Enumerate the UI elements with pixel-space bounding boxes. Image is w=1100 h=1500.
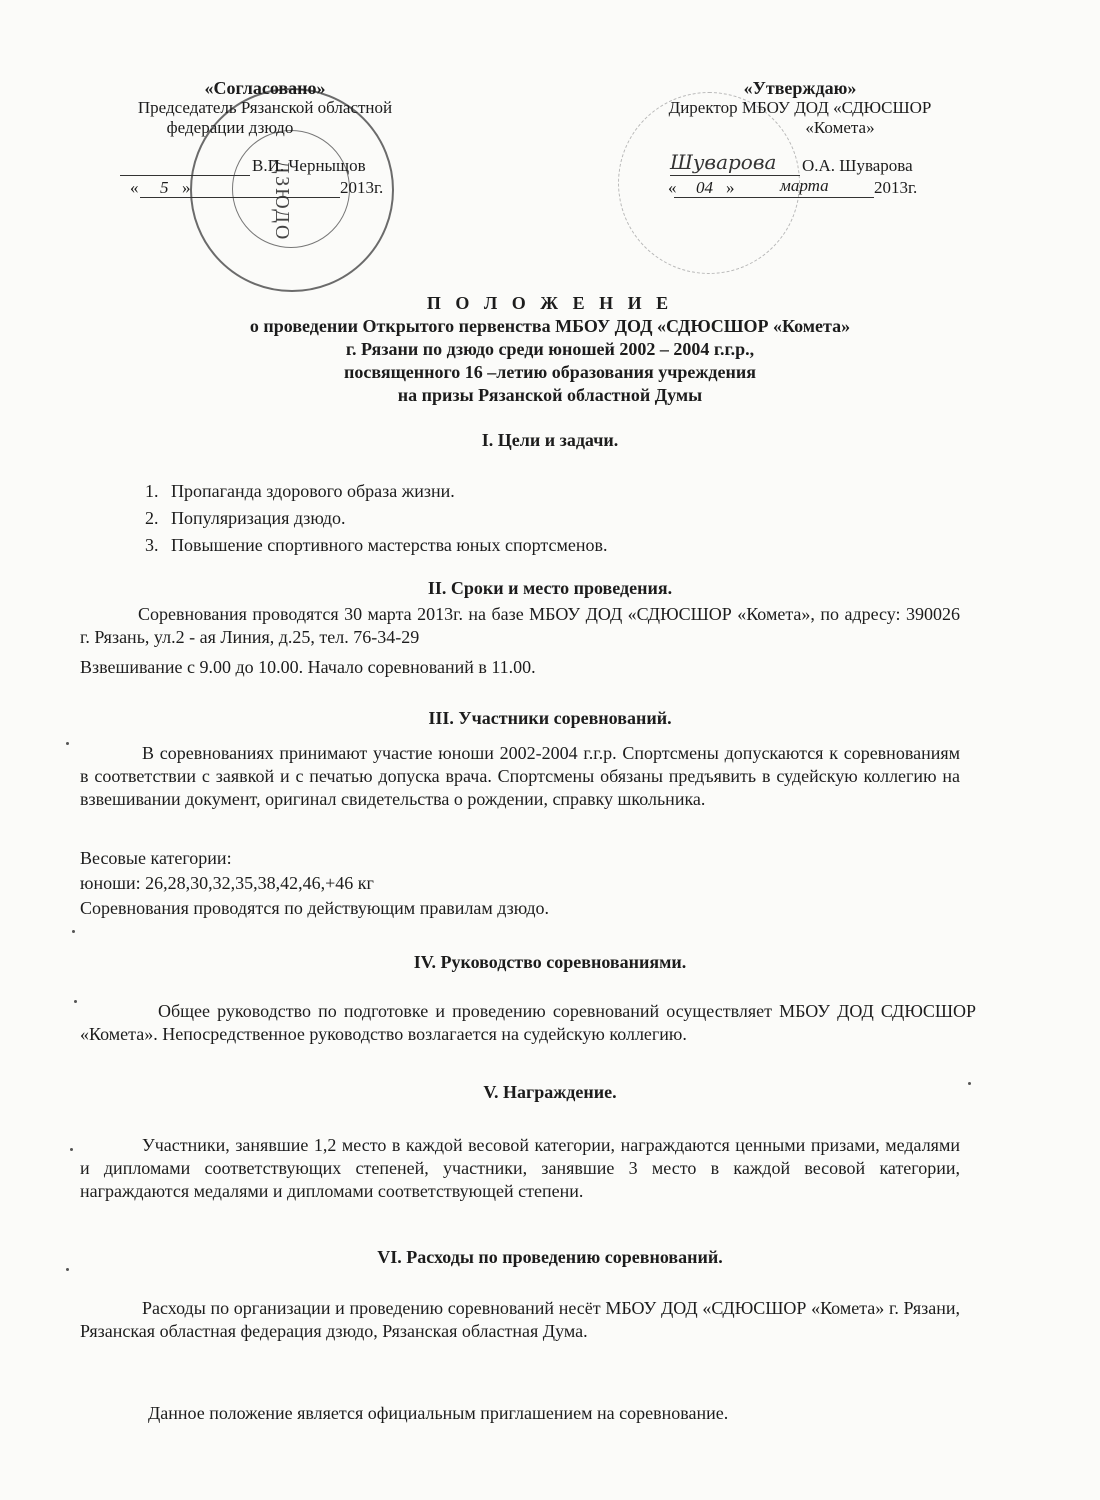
agreed-line2: федерации дзюдо [166,118,294,137]
handwritten-signature: Шуварова [670,150,777,174]
rules-line: Соревнования проводятся по действующим правилам дзюдо. [80,898,549,918]
section-awards-heading: V. Награждение. [483,1082,617,1102]
approve-date-month: марта [780,176,829,195]
section-dates-heading: II. Сроки и место проведения. [427,578,673,598]
scan-dot [66,1268,69,1271]
scan-dot [70,1148,73,1151]
approve-sign-row [630,150,970,178]
approve-signer: О.А. Шуварова [802,156,913,175]
expenses-paragraph: Расходы по организации и проведению соревнований несёт МБОУ ДОД «СДЮСШОР «Комета» г. Рязани, Рязанская областная федерация дзюдо, Рязанская областная Дума. [80,1298,960,1341]
scan-dot [66,742,69,745]
stamp-center-text: ДЗЮДО [271,160,293,242]
dates-paragraph: Соревнования проводятся 30 марта 2013г. на базе МБОУ ДОД «СДЮСШОР «Комета», по адресу: 390026 г. Рязань, ул.2 - ая Линия, д.25, тел. 76-34-29 [80,604,960,647]
weights-list: юноши: 26,28,30,32,35,38,42,46,+46 кг [80,873,374,893]
section-participants-heading: III. Участники соревнований. [428,708,672,728]
title-line3: г. Рязани по дзюдо среди юношей 2002 – 2004 г.г.р., [345,339,755,359]
list-item: 3. Повышение спортивного мастерства юных спортсменов. [145,535,608,555]
title-line4: посвященного 16 –летию образования учреждения [344,362,756,382]
participants-paragraph: В соревнованиях принимают участие юноши 2002-2004 г.г.р. Спортсмены допускаются к соревнованиям в соответствии с заявкой и с печатью допуска врача. Спортсмены обязаны предъявить в судейскую коллегию на взвешивании документ, оригинал свидетельства о рождении, справку школьника. [80,743,960,809]
weigh-in-line: Взвешивание с 9.00 до 10.00. Начало соревнований в 11.00. [80,657,536,677]
approve-date-day: 04 [696,178,713,197]
date-line [674,197,874,198]
scan-dot [968,1082,971,1085]
title-polozhenie: П О Л О Ж Е Н И Е [426,293,674,313]
weights-label: Весовые категории: [80,848,232,868]
list-item: 1. Пропаганда здорового образа жизни. [145,481,455,501]
agreed-line1: Председатель Рязанской областной [137,98,393,117]
document-title [0,292,1100,407]
approve-line2: «Комета» [805,118,875,137]
approval-left-block [100,78,430,200]
date-quote-close: » [182,178,191,197]
date-quote-open: « [130,178,139,197]
awards-paragraph: Участники, занявшие 1,2 место в каждой весовой категории, награждаются ценными призами, медалями и дипломами соответствующих степеней, участники, занявшие 3 место в каждой весовой категории, награждаются медалями и дипломами соответствующей степени. [80,1135,960,1201]
agreed-date-row [100,178,430,200]
section-management-heading: IV. Руководство соревнованиями. [413,952,687,972]
title-line2: о проведении Открытого первенства МБОУ ДОД «СДЮСШОР «Комета» [249,316,851,336]
approve-title: «Утверждаю» [743,78,857,98]
scan-dot [74,1000,77,1003]
signature-line [120,175,250,176]
approve-date-year: 2013г. [874,178,918,197]
closing-line: Данное положение является официальным приглашением на соревнование. [148,1403,729,1423]
section-goals-heading: I. Цели и задачи. [481,430,619,450]
agreed-date-day: 5 [160,178,169,197]
scan-dot [72,930,75,933]
approval-right-block [630,78,970,200]
list-item: 2. Популяризация дзюдо. [145,508,346,528]
agreed-date-year: 2013г. [340,178,384,197]
management-paragraph: Общее руководство по подготовке и проведению соревнований осуществляет МБОУ ДОД СДЮСШОР «Комета». Непосредственное руководство возлагается на судейскую коллегию. [80,1001,976,1044]
approve-date-row: « 04 » марта 2013г. [668,176,918,197]
approve-line1: Директор МБОУ ДОД «СДЮСШОР [668,98,932,117]
date-line [140,197,340,198]
agreed-sign-row [100,156,430,178]
agreed-title: «Согласовано» [204,78,326,98]
agreed-signer: В.И. Черныщов [252,156,366,175]
title-line5: на призы Рязанской областной Думы [397,385,703,405]
goals-list [145,478,608,559]
section-expenses-heading: VI. Расходы по проведению соревнований. [377,1247,723,1267]
